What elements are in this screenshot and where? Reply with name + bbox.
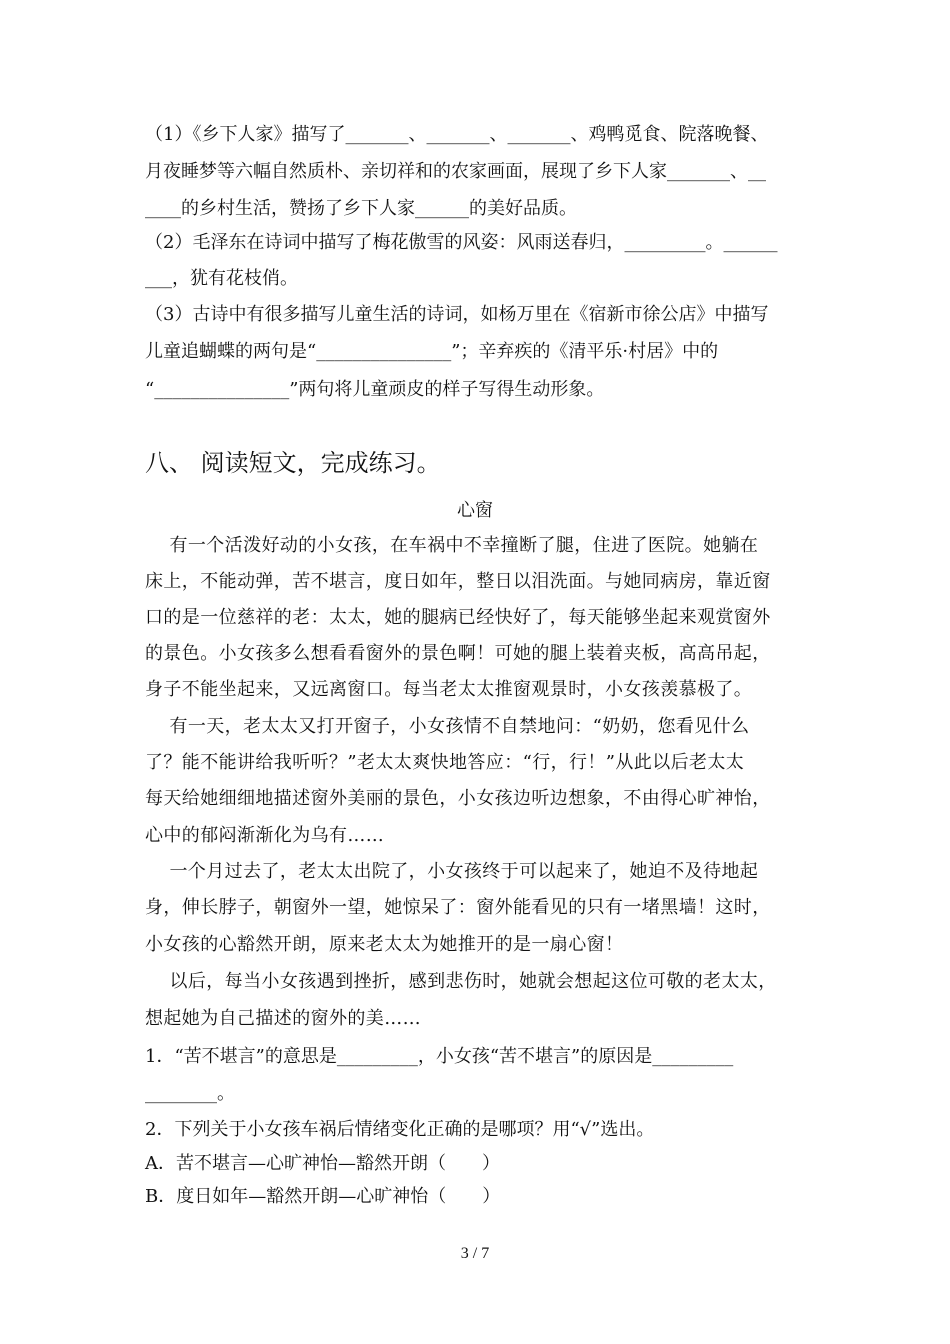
passage-line: 有一天，老太太又打开窗子，小女孩情不自禁地问：“奶奶，您看见什么 xyxy=(145,716,750,737)
passage-line: 以后，每当小女孩遇到挫折，感到悲伤时，她就会想起这位可敬的老太太， xyxy=(145,971,777,992)
question-2-prompt: 2．下列关于小女孩车祸后情绪变化正确的是哪项？用“√”选出。 xyxy=(145,1119,655,1140)
passage-line: 身，伸长脖子，朝窗外一望，她惊呆了：窗外能看见的只有一堵黑墙！这时， xyxy=(145,897,771,918)
passage-line: 想起她为自己描述的窗外的美…… xyxy=(145,1008,421,1029)
fill-q3-line-2: 儿童追蝴蝶的两句是“_______________”；辛弃疾的《清平乐·村居》中的 xyxy=(145,341,719,362)
passage-line: 有一个活泼好动的小女孩，在车祸中不幸撞断了腿，住进了医院。她躺在 xyxy=(145,535,759,556)
fill-q1-line-1: （1）《乡下人家》描写了_______、_______、_______、鸡鸭觅食、院落晚餐、 xyxy=(145,124,769,145)
fill-q3-line-3: “_______________”两句将儿童顽皮的样子写得生动形象。 xyxy=(145,379,605,400)
passage-line: 了？能不能讲给我听听？”老太太爽快地答应：“行，行！”从此以后老太太 xyxy=(145,752,745,773)
passage-line: 床上，不能动弹，苦不堪言，度日如年，整日以泪洗面。与她同病房，靠近窗 xyxy=(145,571,771,592)
passage-line: 心中的郁闷渐渐化为乌有…… xyxy=(145,825,385,846)
question-2-option-a: A．苦不堪言—心旷神怡—豁然开朗（ ） xyxy=(145,1153,500,1174)
section-heading: 八、 阅读短文，完成练习。 xyxy=(145,449,441,477)
passage-line: 口的是一位慈祥的老：太太，她的腿病已经快好了，每天能够坐起来观赏窗外 xyxy=(145,607,771,628)
fill-q1-line-3: ____的乡村生活，赞扬了乡下人家______的美好品质。 xyxy=(145,198,577,219)
page-number: 3 / 7 xyxy=(460,1245,490,1262)
question-1-line-1: 1．“苦不堪言”的意思是_________，小女孩“苦不堪言”的原因是_________ xyxy=(145,1046,734,1067)
passage-line: 一个月过去了，老太太出院了，小女孩终于可以起来了，她迫不及待地起 xyxy=(145,861,759,882)
passage-title: 心窗 xyxy=(457,500,493,521)
question-2-option-b: B．度日如年—豁然开朗—心旷神怡（ ） xyxy=(145,1186,501,1207)
fill-q3-line-1: （3）古诗中有很多描写儿童生活的诗词，如杨万里在《宿新市徐公店》中描写 xyxy=(145,304,769,325)
fill-q1-line-2: 月夜睡梦等六幅自然质朴、亲切祥和的农家画面，展现了乡下人家_______、__ xyxy=(145,161,766,182)
passage-line: 的景色。小女孩多么想看看窗外的景色啊！可她的腿上装着夹板，高高吊起， xyxy=(145,643,771,664)
passage-line: 小女孩的心豁然开朗，原来老太太为她推开的是一扇心窗！ xyxy=(145,934,624,955)
passage-line: 每天给她细细地描述窗外美丽的景色，小女孩边听边想象，不由得心旷神怡， xyxy=(145,788,771,809)
fill-q2-line-1: （2）毛泽东在诗词中描写了梅花傲雪的风姿：风雨送春归，_________。______ xyxy=(145,232,778,253)
passage-line: 身子不能坐起来，又远离窗口。每当老太太推窗观景时，小女孩羡慕极了。 xyxy=(145,679,753,700)
fill-q2-line-2: ___，犹有花枝俏。 xyxy=(145,268,298,289)
question-1-line-2: ________。 xyxy=(145,1083,235,1104)
